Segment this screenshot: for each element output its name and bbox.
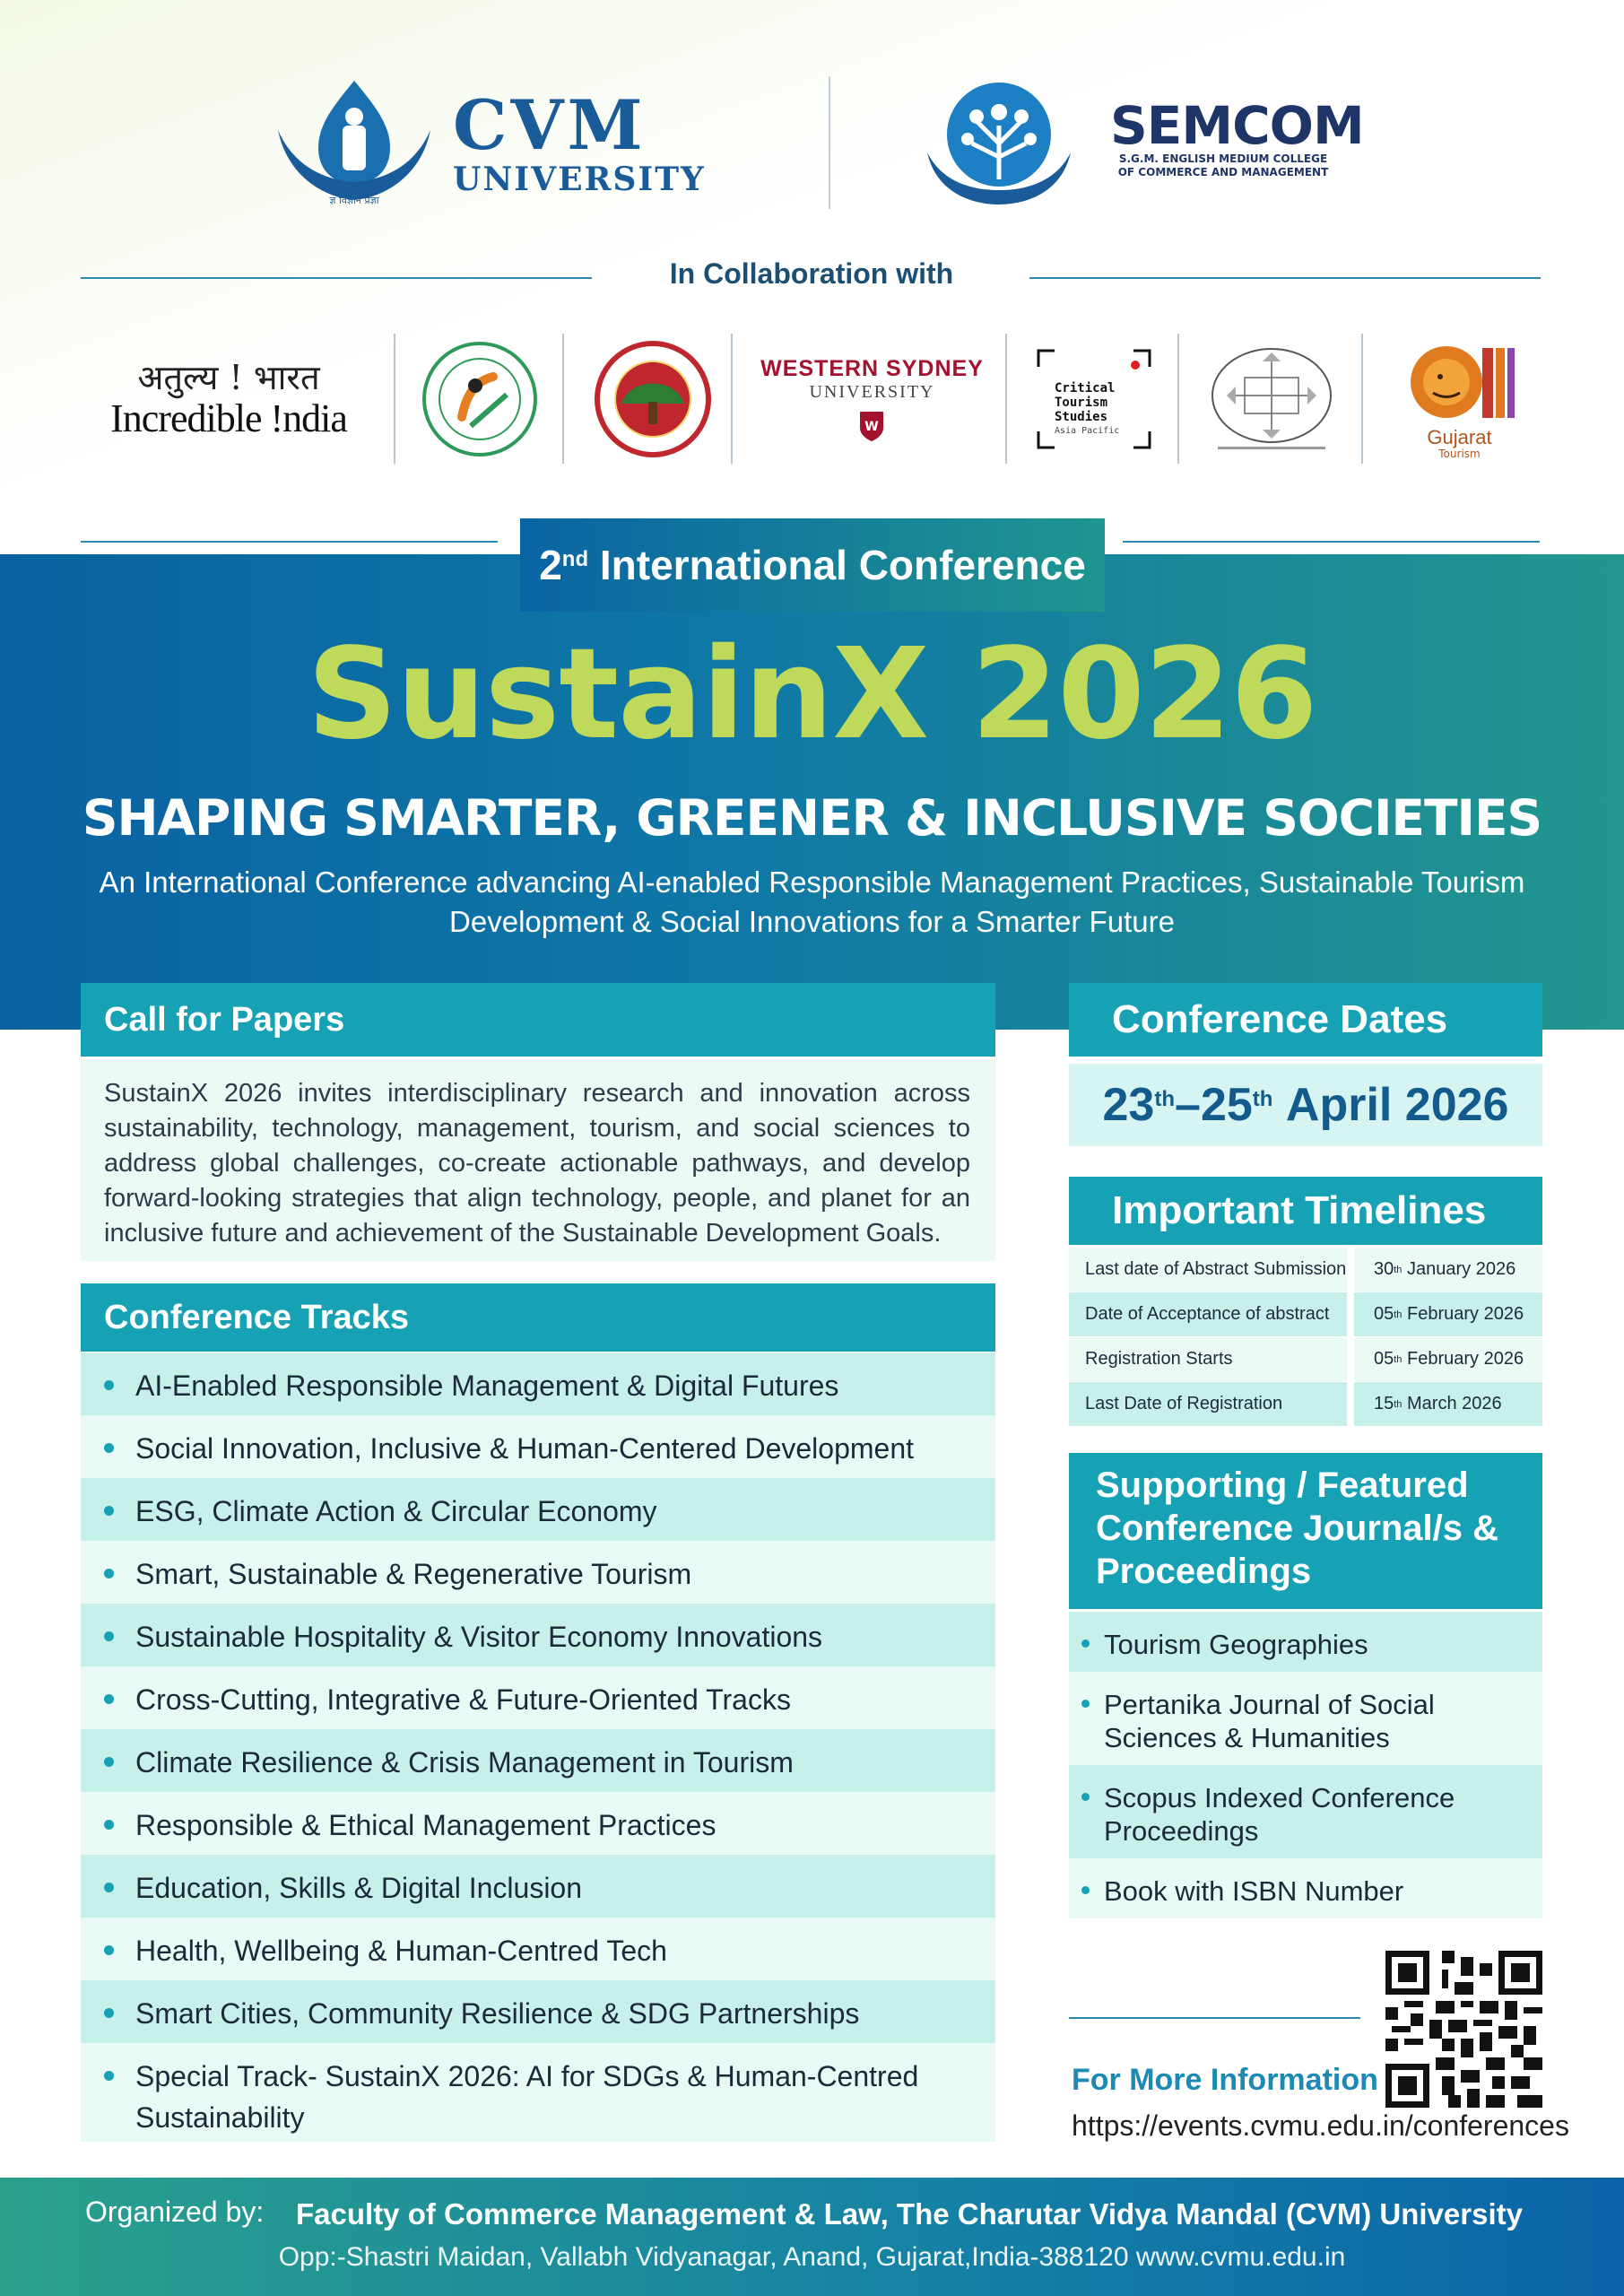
track-label: Social Innovation, Inclusive & Human-Centered Development — [135, 1432, 915, 1465]
timeline-row — [1069, 1292, 1542, 1336]
edition-suffix: nd — [561, 547, 589, 571]
timeline-row — [1069, 1248, 1542, 1292]
timeline-suffix: th — [1394, 1398, 1403, 1410]
partner-separator — [1177, 334, 1179, 464]
bullet-icon — [104, 1694, 114, 1704]
conference-label: International Conference — [599, 542, 1086, 588]
track-label: Health, Wellbeing & Human-Centred Tech — [135, 1935, 667, 1967]
conference-title: SustainX 2026 — [307, 622, 1317, 768]
timeline-label: Last date of Abstract Submission — [1069, 1248, 1347, 1292]
track-item — [81, 1478, 995, 1541]
journal-item — [1069, 1612, 1542, 1672]
timeline-month: February 2026 — [1407, 1304, 1524, 1324]
track-item — [81, 1604, 995, 1666]
banner-line-right — [1123, 541, 1540, 543]
timeline-month: March 2026 — [1407, 1394, 1502, 1413]
partner-separator — [1005, 334, 1007, 464]
track-label: Climate Resilience & Crisis Management in Tourism — [135, 1746, 794, 1779]
wsu-name: WESTERN SYDNEY — [760, 356, 984, 381]
journals-list — [1069, 1612, 1542, 1918]
conference-tracks-heading: Conference Tracks — [81, 1283, 995, 1352]
track-item — [81, 1352, 995, 1415]
collab-line-left — [81, 277, 592, 279]
timeline-suffix: th — [1394, 1309, 1403, 1320]
start-suffix: th — [1154, 1087, 1176, 1111]
timeline-row — [1069, 1382, 1542, 1426]
wsu-university: UNIVERSITY — [809, 382, 935, 402]
conference-dates-heading: Conference Dates — [1069, 983, 1542, 1057]
journal-item — [1069, 1858, 1542, 1918]
timeline-label: Last Date of Registration — [1069, 1382, 1347, 1426]
start-day: 23 — [1102, 1079, 1155, 1131]
journal-item — [1069, 1672, 1542, 1765]
banner-line-left — [81, 541, 498, 543]
more-info-link[interactable]: https://events.cvmu.edu.in/conferences — [1072, 2109, 1569, 2142]
bullet-icon — [1081, 1886, 1090, 1894]
cvm-emblem-icon — [269, 76, 439, 211]
semcom-logo — [909, 81, 1364, 206]
call-for-papers-heading: Call for Papers — [81, 983, 995, 1057]
track-item — [81, 2043, 995, 2142]
organizer-address: Opp:-Shastri Maidan, Vallabh Vidyanagar, Anand, Gujarat,India-388120 www.cvmu.edu.in — [278, 2242, 1346, 2272]
conference-tracks-list — [81, 1352, 995, 2142]
bullet-icon — [104, 1506, 114, 1516]
igu-commission-logo — [1188, 341, 1354, 457]
spu-seal-icon — [595, 341, 711, 457]
track-item — [81, 1541, 995, 1604]
journal-label: Tourism Geographies — [1104, 1629, 1368, 1660]
timeline-label: Date of Acceptance of abstract — [1069, 1292, 1347, 1336]
wsu-shield-icon — [858, 410, 885, 442]
timeline-row — [1069, 1337, 1542, 1381]
more-info-label: For More Information — [1072, 2063, 1378, 2097]
gujarat-sub: Tourism — [1438, 447, 1481, 460]
conference-theme: SHAPING SMARTER, GREENER & INCLUSIVE SOCIETIES — [82, 789, 1542, 847]
conference-dates-value: 23 $^{th}$ – 25 $^{th}$ April 2026 — [1069, 1064, 1542, 1146]
semcom-name: SEMCOM — [1110, 95, 1364, 156]
bullet-icon — [104, 1443, 114, 1453]
organizer-name: Faculty of Commerce Management & Law, The Charutar Vidya Mandal (CVM) University — [296, 2197, 1523, 2231]
track-label: Education, Skills & Digital Inclusion — [135, 1872, 583, 1904]
journal-label: Pertanika Journal of Social Sciences & Humanities — [1104, 1689, 1435, 1753]
track-item — [81, 1980, 995, 2043]
journal-item — [1069, 1765, 1542, 1858]
timeline-date — [1354, 1292, 1542, 1336]
partner-separator — [1361, 334, 1363, 464]
bullet-icon — [1081, 1639, 1090, 1648]
track-label: Sustainable Hospitality & Visitor Economy Innovations — [135, 1621, 823, 1653]
timeline-suffix: th — [1394, 1353, 1403, 1365]
conference-edition-tag — [520, 518, 1105, 612]
bullet-icon — [104, 1820, 114, 1830]
track-label: Responsible & Ethical Management Practices — [135, 1809, 716, 1841]
track-label: Special Track- SustainX 2026: AI for SDGs & Human-Centred Sustainability — [135, 2060, 919, 2134]
timeline-day: 15 — [1374, 1394, 1394, 1413]
semcom-sub: S.G.M. ENGLISH MEDIUM COLLEGE OF COMMERCE AND MANAGEMENT — [1117, 152, 1329, 178]
end-day: 25 — [1200, 1079, 1253, 1131]
partner-separator — [562, 334, 564, 464]
timelines-table — [1069, 1248, 1542, 1427]
cvm-university-logo — [269, 76, 735, 211]
organized-by-label: Organized by: — [85, 2196, 265, 2228]
journal-label: Scopus Indexed Conference Proceedings — [1104, 1782, 1455, 1847]
cvm-sub: UNIVERSITY — [453, 161, 706, 198]
journal-label: Book with ISBN Number — [1104, 1875, 1404, 1907]
gujarat-lion-icon — [1397, 339, 1523, 424]
cvm-name: CVM — [453, 85, 647, 165]
svg-text:ज्ञ विज्ञान प्रज्ञा: ज्ञ विज्ञान प्रज्ञा — [329, 195, 379, 206]
track-item — [81, 1415, 995, 1478]
bullet-icon — [104, 1883, 114, 1892]
gujarat-name: Gujarat — [1427, 425, 1492, 448]
timeline-month: January 2026 — [1407, 1259, 1516, 1279]
ct-line: Critical Tourism Studies — [1055, 381, 1116, 424]
bullet-icon — [104, 1945, 114, 1955]
bullet-icon — [104, 1380, 114, 1390]
qr-code-icon[interactable] — [1385, 1951, 1542, 2108]
bullet-icon — [1081, 1793, 1090, 1801]
partner-separator — [394, 334, 395, 464]
track-item — [81, 1729, 995, 1792]
journals-heading: Supporting / Featured Conference Journal/s & Proceedings — [1069, 1453, 1542, 1609]
partner-separator — [731, 334, 733, 464]
igu-globe-icon — [1209, 344, 1334, 456]
conference-description: An International Conference advancing AI-enabled Responsible Management Practices, Sustainable Tourism Development & Social Innovations for a Smarter Future — [99, 865, 1525, 938]
logo-divider — [829, 76, 830, 209]
track-label: ESG, Climate Action & Circular Economy — [135, 1495, 657, 1527]
sardar-patel-university-logo — [577, 341, 729, 457]
bullet-icon — [104, 1757, 114, 1767]
bullet-icon — [1081, 1700, 1090, 1708]
timeline-date — [1354, 1382, 1542, 1426]
incredible-india-english: Incredible !ndia — [110, 396, 347, 440]
timeline-day: 05 — [1374, 1304, 1394, 1324]
critical-tourism-studies-logo — [1018, 341, 1170, 457]
ithc-logo — [408, 341, 551, 457]
bullet-icon — [104, 2008, 114, 2018]
track-item — [81, 1855, 995, 1918]
timeline-label: Registration Starts — [1069, 1337, 1347, 1381]
gujarat-tourism-logo — [1376, 341, 1542, 460]
month-year: April 2026 — [1285, 1079, 1509, 1131]
end-suffix: th — [1252, 1087, 1273, 1111]
timeline-date — [1354, 1248, 1542, 1292]
ct-sub: Asia Pacific — [1055, 426, 1120, 436]
svg-text:W: W — [864, 420, 880, 434]
track-label: Smart Cities, Community Resilience & SDG Partnerships — [135, 1997, 860, 2030]
timeline-day: 30 — [1374, 1259, 1394, 1279]
bullet-icon — [104, 1569, 114, 1578]
timeline-day: 05 — [1374, 1349, 1394, 1369]
collab-line-right — [1029, 277, 1541, 279]
timelines-heading: Important Timelines — [1069, 1177, 1542, 1245]
timeline-month: February 2026 — [1407, 1349, 1524, 1369]
semcom-tree-icon — [909, 81, 1089, 206]
incredible-india-hindi: अतुल्य ! भारत — [137, 358, 320, 397]
call-for-papers-body: SustainX 2026 invites interdisciplinary research and innovation across sustainability, technology, management, tourism, and social sciences to address global challenges, co-create actionable pathways, and develop forward-looking strategies that align technology, people, and planet for an inclusive future and achievement of the Sustainable Development Goals. — [81, 1060, 995, 1261]
timeline-date — [1354, 1337, 1542, 1381]
track-label: Cross-Cutting, Integrative & Future-Oriented Tracks — [135, 1683, 791, 1716]
bullet-icon — [104, 1631, 114, 1641]
bullet-icon — [104, 2071, 114, 2081]
info-divider — [1069, 2017, 1360, 2019]
edition-number: 2 — [539, 542, 562, 588]
track-item — [81, 1792, 995, 1855]
track-label: AI-Enabled Responsible Management & Digital Futures — [135, 1370, 839, 1402]
western-sydney-logo — [744, 341, 1000, 457]
collab-title: In Collaboration with — [669, 257, 954, 290]
timeline-suffix: th — [1394, 1264, 1403, 1275]
incredible-india-logo — [99, 341, 359, 457]
track-label: Smart, Sustainable & Regenerative Tourism — [135, 1558, 692, 1590]
track-item — [81, 1666, 995, 1729]
ithc-seal-icon — [421, 341, 538, 457]
track-item — [81, 1918, 995, 1980]
